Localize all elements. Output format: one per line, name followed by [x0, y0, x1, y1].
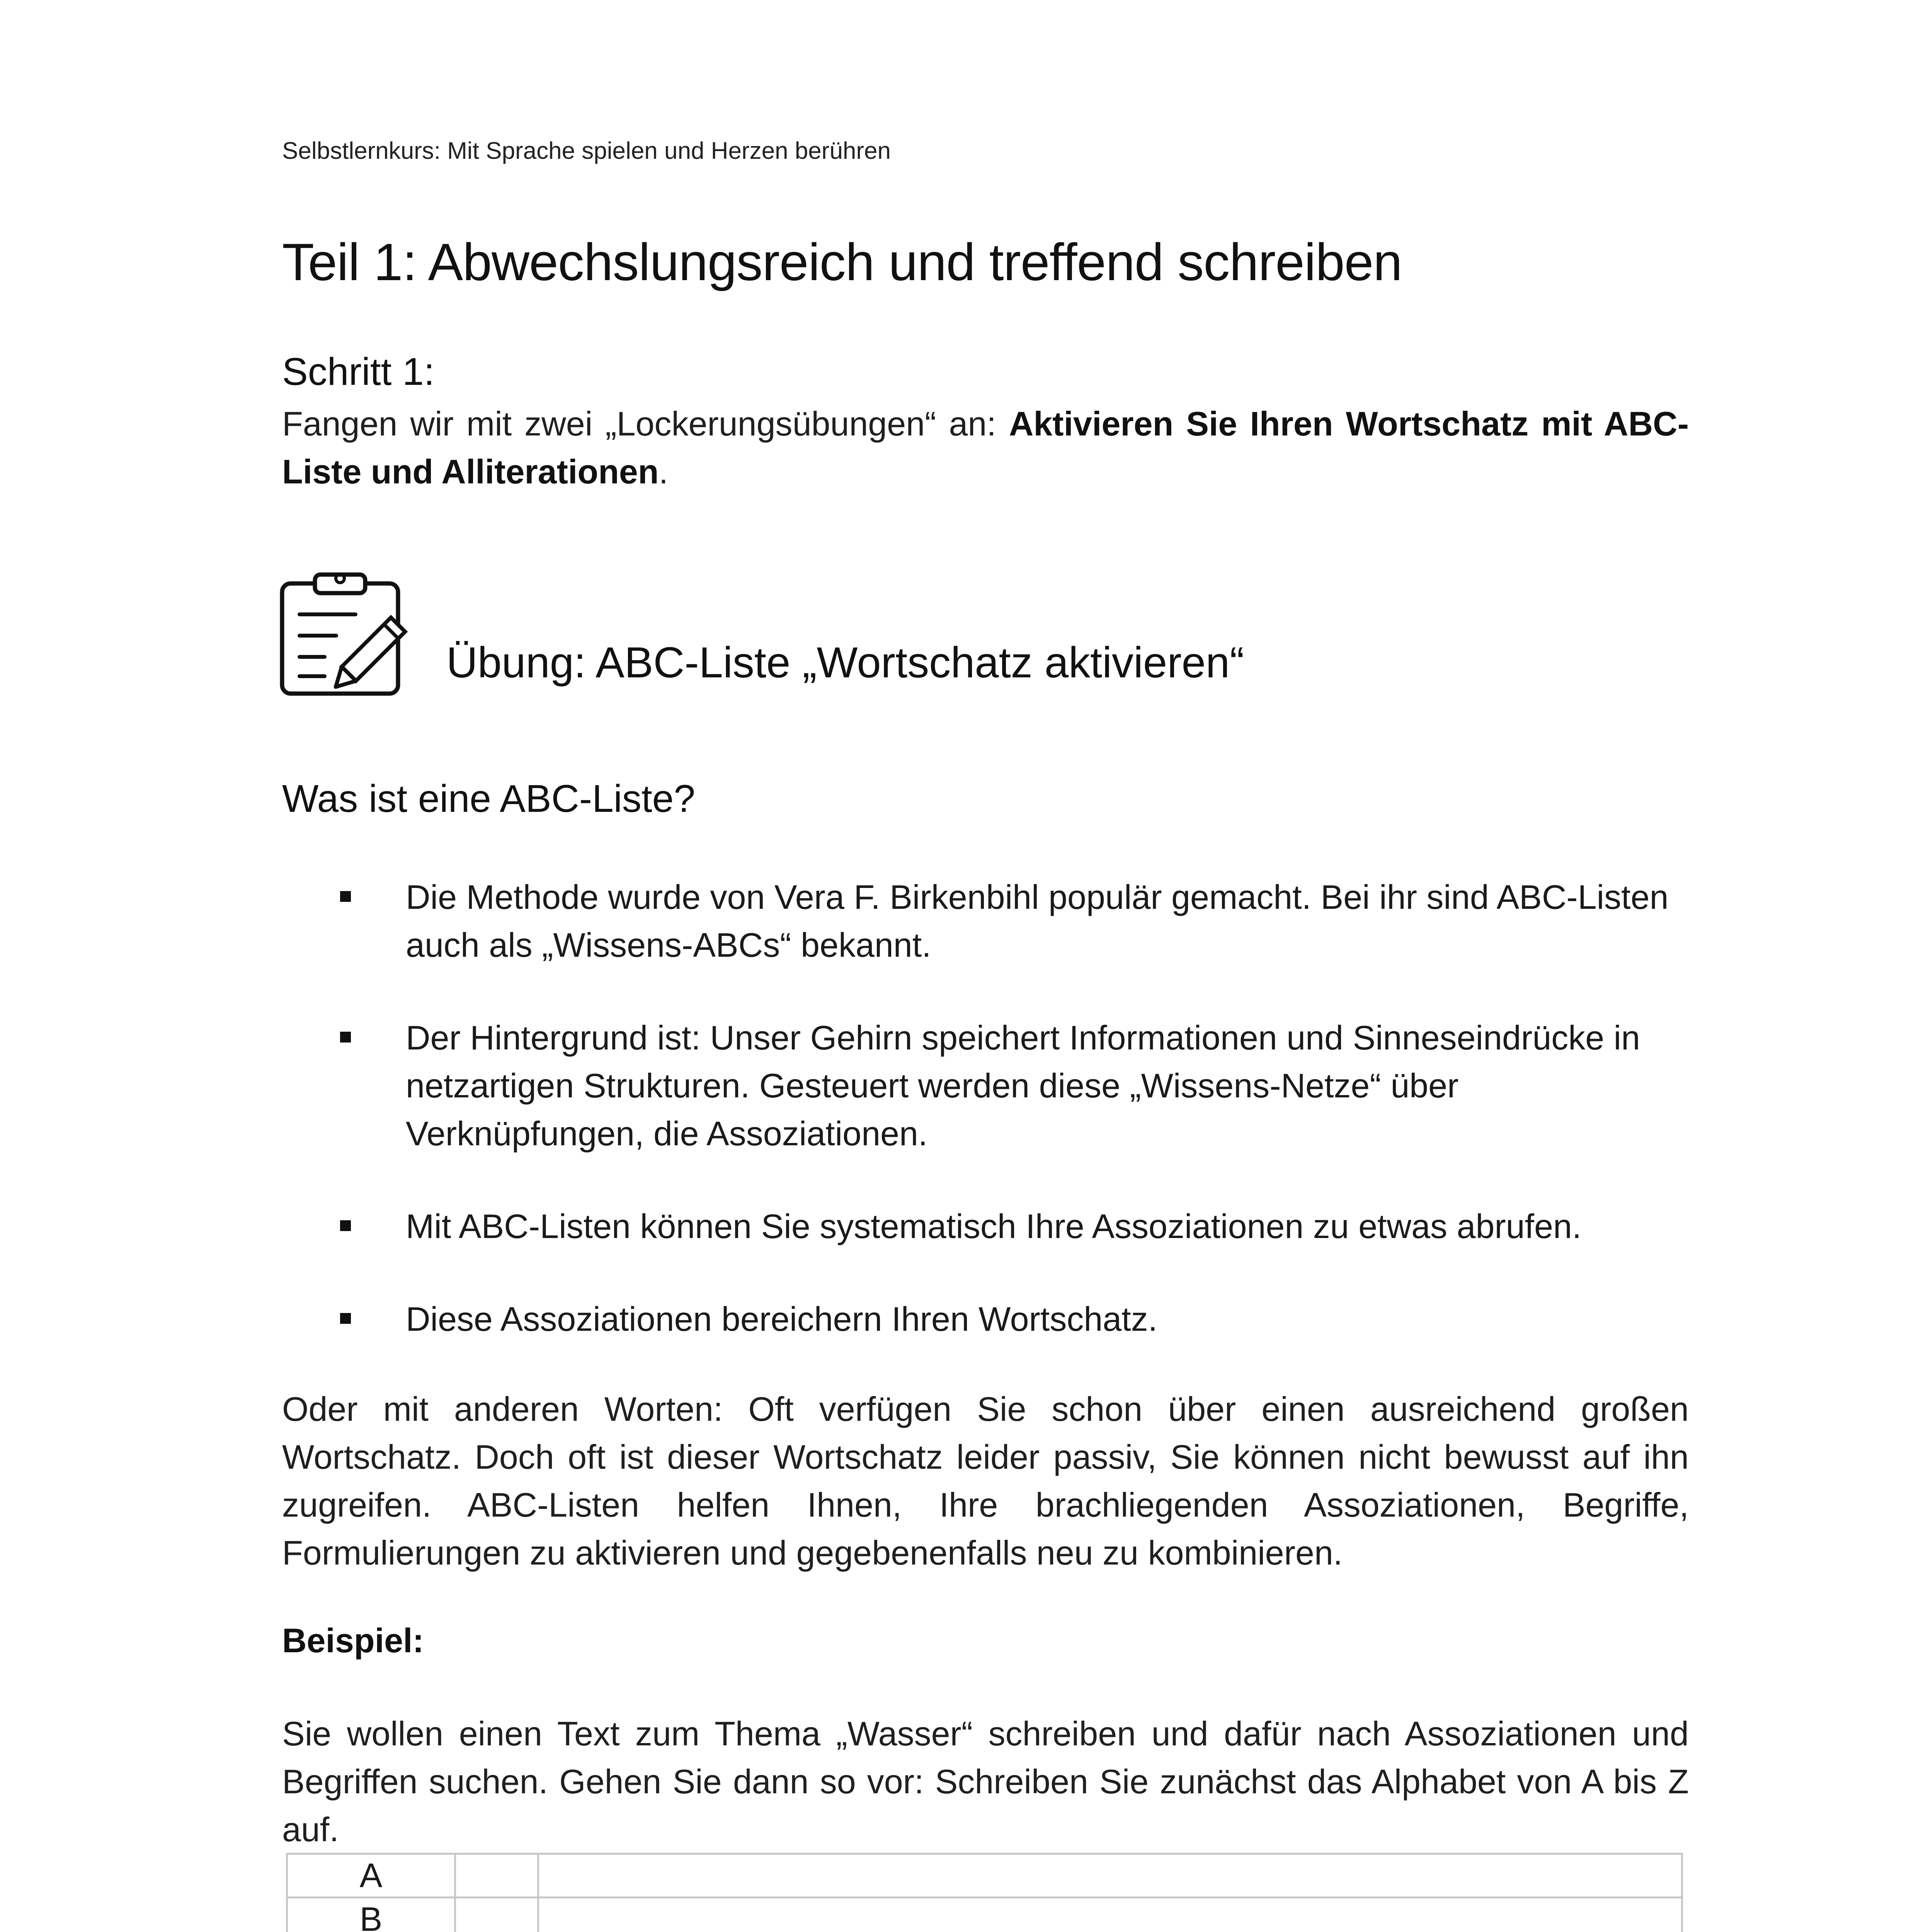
list-item: Der Hintergrund ist: Unser Gehirn speichert Informationen und Sinneseindrücke in netzartigen Strukturen. Gesteuert werden diese „Wissens-Netze“ über Verknüpfungen, die Assoziationen.	[340, 1014, 1689, 1158]
bullet-marker	[340, 891, 351, 902]
empty-cell	[455, 1898, 538, 1932]
intro-end: .	[659, 452, 669, 491]
clipboard-pencil-icon	[278, 570, 425, 697]
list-item: Diese Assoziationen bereichern Ihren Wortschatz.	[340, 1295, 1689, 1343]
exercise-title: Übung: ABC-Liste „Wortschatz aktivieren“	[446, 638, 1244, 687]
empty-cell	[455, 1854, 538, 1898]
page-title: Teil 1: Abwechslungsreich und treffend schreiben	[282, 233, 1402, 291]
intro-text: Fangen wir mit zwei „Lockerungsübungen“ an:	[282, 405, 1009, 443]
example-label: Beispiel:	[282, 1621, 424, 1660]
bullet-list	[340, 873, 1689, 1388]
step-heading: Schritt 1:	[282, 350, 435, 393]
running-header: Selbstlernkurs: Mit Sprache spielen und Herzen berühren	[282, 138, 891, 164]
intro-bold-text: Aktivieren Sie Ihren Wortschatz mit ABC-Liste und Alliterationen	[282, 405, 1689, 491]
bullet-marker	[340, 1032, 351, 1043]
section-question: Was ist eine ABC-Liste?	[282, 777, 695, 820]
table-row	[287, 1854, 1682, 1898]
bullet-marker	[340, 1220, 351, 1231]
table-row	[287, 1898, 1682, 1932]
list-item: Die Methode wurde von Vera F. Birkenbihl populär gemacht. Bei ihr sind ABC-Listen auch als „Wissens-ABCs“ bekannt.	[340, 873, 1689, 969]
abc-table	[286, 1853, 1683, 1932]
answer-cell	[538, 1898, 1682, 1932]
example-paragraph: Sie wollen einen Text zum Thema „Wasser“ schreiben und dafür nach Assoziationen und Begriffen suchen. Gehen Sie dann so vor: Schreiben Sie zunächst das Alphabet von A bis Z auf.	[282, 1714, 1689, 1849]
answer-cell	[538, 1854, 1682, 1898]
bullet-marker	[340, 1313, 351, 1324]
intro-paragraph	[282, 400, 1689, 496]
words-paragraph: Oder mit anderen Worten: Oft verfügen Sie schon über einen ausreichend großen Wortschatz. Doch oft ist dieser Wortschatz leider passiv, Sie können nicht bewusst auf ihn zugreifen. ABC-Listen helfen Ihnen, Ihre brachliegenden Assoziationen, Begriffe, Formulierungen zu aktivieren und gegebenenfalls neu zu kombinieren.	[282, 1390, 1689, 1572]
list-item: Mit ABC-Listen können Sie systematisch Ihre Assoziationen zu etwas abrufen.	[340, 1202, 1689, 1250]
letter-cell: B	[287, 1898, 455, 1932]
letter-cell: A	[287, 1854, 455, 1898]
